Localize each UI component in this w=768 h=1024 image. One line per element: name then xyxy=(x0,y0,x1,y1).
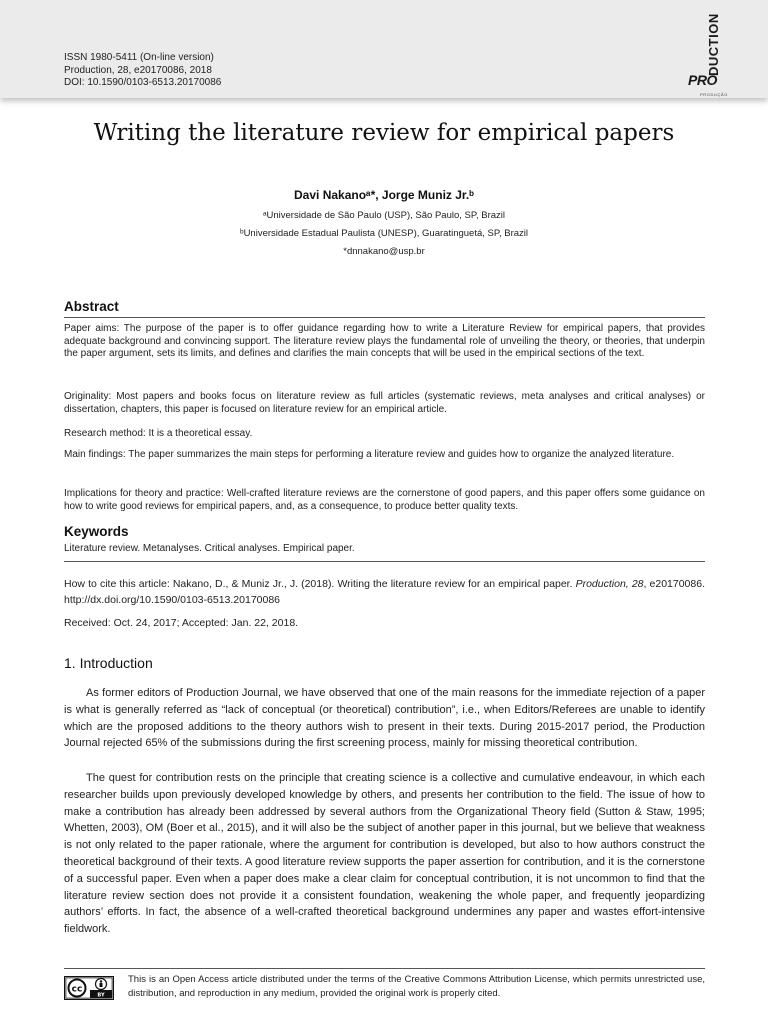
journal-meta xyxy=(64,52,221,90)
citation-journal: Production, xyxy=(575,578,629,590)
paper-title: Writing the literature review for empirical papers xyxy=(93,120,675,146)
cc-by-license-icon[interactable] xyxy=(64,976,114,1000)
logo-duction-text: DUCTION xyxy=(706,13,721,76)
abstract-paper-aims: Paper aims: The purpose of the paper is to offer guidance regarding how to write a Literature Review for empirical papers, that provides adequate background and convincing support. The literature review plays the fundamental role of unveiling the theory, or theories, that underpin the paper argument, sets its limits, and defines and clarifies the main concepts that will be used in the empirical sections of the text. xyxy=(64,323,705,360)
affiliation-a: ᵃUniversidade de São Paulo (USP), São Paulo, SP, Brazil xyxy=(262,210,506,221)
issn-line: ISSN 1980-5411 (On-line version) xyxy=(64,52,214,63)
logo-sub-text: PRODUÇÃO xyxy=(700,92,728,97)
introduction-heading: 1. Introduction xyxy=(64,655,153,671)
intro-paragraph-2: The quest for contribution rests on the principle that creating science is a collective and cumulative endeavour, in which each researcher builds upon previously developed knowledge by others, and presents her contribution to the field. The issue of how to make a contribution has already been addressed by several authors from the Organizational Theory field (Sutton & Staw, 1995; Whetten, 2003), OM (Boer et al., 2015), and it will also be the subject of another paper in this journal, but we believe that weakness is not only related to the paper rationale, where the argument for contribution is developed, but also to how authors construct the theoretical background of their texts. A good literature review supports the paper assertion for contribution, and it is the cornerstone of a successful paper. Even when a paper does make a clear claim for conceptual contribution, it is not uncommon to find that the literature review section does not provide it a consistent foundation, weakening the whole paper, and frequently jeopardizing authors’ efforts. In fact, the absence of a well-crafted theoretical background undermines any paper and wastes effort-intensive fieldwork. xyxy=(64,772,705,936)
abstract-implications: Implications for theory and practice: Well-crafted literature reviews are the cornerstone of good papers, and this paper offers some guidance on how to write good reviews for empirical papers, and, as a consequence, to produce better quality texts. xyxy=(64,488,705,512)
abstract-rule xyxy=(64,317,705,318)
received-date: Received: Oct. 24, 2017; Accepted: Jan. 22, 2018. xyxy=(64,617,299,629)
citation-volume: 28 xyxy=(631,578,644,590)
paper-authors: Davi Nakanoᵃ*, Jorge Muniz Jr.ᵇ xyxy=(294,188,474,202)
citation-prefix: How to cite this article: Nakano, D., & Muniz Jr., J. (2018). Writing the literature review for an empirical paper. xyxy=(64,578,573,590)
cc-badge-text: cc xyxy=(71,984,83,995)
abstract-main-findings: Main findings: The paper summarizes the main steps for performing a literature review and guides how to organize the analyzed literature. xyxy=(64,449,675,460)
intro-paragraph-1: As former editors of Production Journal, we have observed that one of the main reasons for the immediate rejection of a paper is what is generally referred as “lack of conceptual (or theoretical) contribution”, i.e., when Editors/Referees are unable to identify which are the proposed additions to the theory authors wish to present in their texts. During 2015-2017 period, the Production Journal rejected 65% of the submissions during the first screening process, mainly for missing theoretical contribution. xyxy=(64,687,705,750)
production-logo xyxy=(688,13,732,97)
abstract-originality: Originality: Most papers and books focus on literature review as full articles (systematic reviews, meta analyses and critical analyses) or dissertation, chapters, this paper is focused on literature review for an empirical article. xyxy=(64,391,705,415)
citation xyxy=(64,577,705,608)
cc-badge-sub: BY xyxy=(97,992,105,999)
citation-suffix[interactable]: , e20170086. http://dx.doi.org/10.1590/0103-6513.20170086 xyxy=(64,578,705,606)
journal-header xyxy=(0,0,768,98)
abstract-heading: Abstract xyxy=(64,299,119,314)
author-email[interactable]: *dnnakano@usp.br xyxy=(343,246,425,257)
keywords-text: Literature review. Metanalyses. Critical analyses. Empirical paper. xyxy=(64,543,355,554)
logo-pro-text: PRO xyxy=(688,72,717,88)
license-text: This is an Open Access article distributed under the terms of the Creative Commons Attribution License, which permits unrestricted use, distribution, and reproduction in any medium, provided the original work is properly cited. xyxy=(128,974,705,999)
journal-line: Production, 28, e20170086, 2018 xyxy=(64,64,212,76)
affiliation-b: ᵇUniversidade Estadual Paulista (UNESP), Guaratinguetá, SP, Brazil xyxy=(239,228,529,239)
abstract-research-method: Research method: It is a theoretical essay. xyxy=(64,428,253,439)
license-footer xyxy=(64,968,705,1005)
doi-line: DOI: 10.1590/0103-6513.20170086 xyxy=(64,77,222,88)
keywords-heading: Keywords xyxy=(64,524,129,539)
keywords-rule xyxy=(64,561,705,562)
